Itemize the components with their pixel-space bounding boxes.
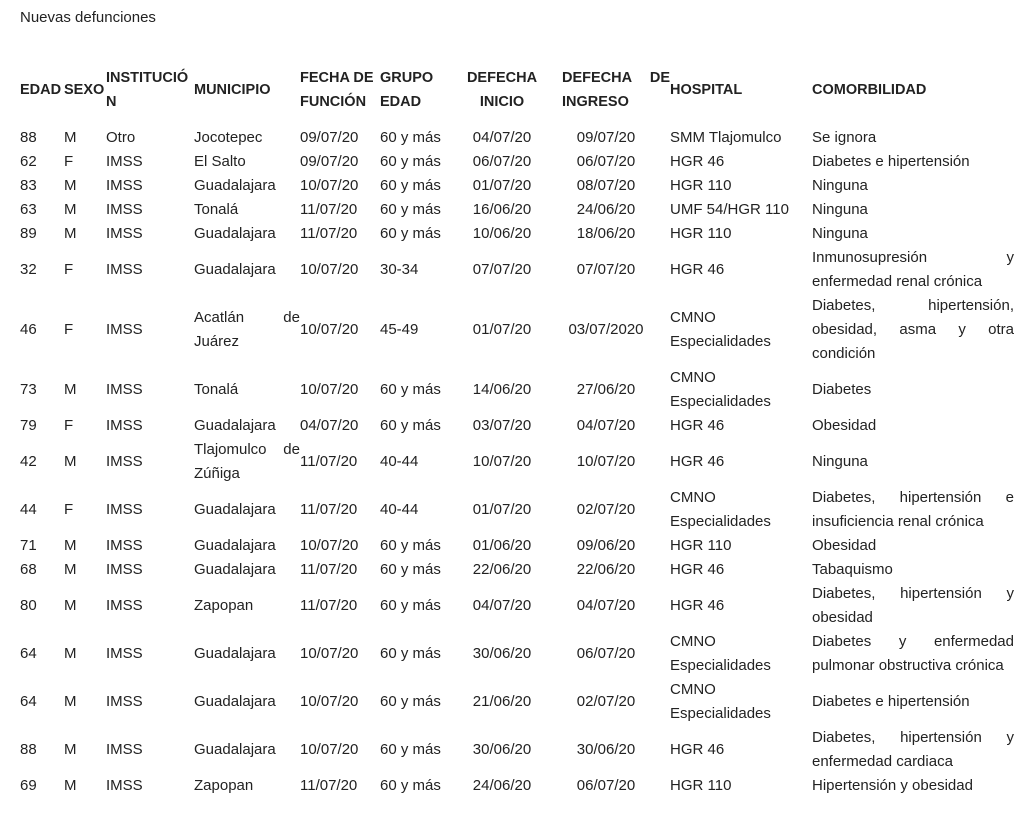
cell-fecha-ingreso: 02/07/20 bbox=[576, 501, 636, 518]
cell-comorbilidad: Diabetes, hipertensión y enfermedad cardiaca bbox=[812, 729, 1014, 770]
cell-fecha-ingreso: 08/07/20 bbox=[576, 177, 636, 194]
cell-fecha-ingreso: 09/07/20 bbox=[576, 129, 636, 146]
cell-municipio: Guadalajara bbox=[194, 261, 276, 278]
cell-fecha-defuncion: 11/07/20 bbox=[300, 225, 358, 242]
cell-grupo-edad: 30-34 bbox=[380, 261, 419, 278]
cell-sexo: F bbox=[64, 321, 74, 338]
cell-fecha-inicio: 22/06/20 bbox=[472, 561, 532, 578]
header-grupo-edad: GRUPO EDAD bbox=[380, 70, 434, 110]
cell-sexo: M bbox=[64, 381, 77, 398]
cell-edad: 64 bbox=[20, 645, 37, 662]
cell-hospital: HGR 110 bbox=[670, 777, 732, 794]
cell-grupo-edad: 60 y más bbox=[380, 177, 441, 194]
cell-fecha-ingreso: 18/06/20 bbox=[576, 225, 636, 242]
cell-institucion: IMSS bbox=[106, 225, 143, 242]
cell-fecha-inicio: 10/07/20 bbox=[472, 453, 532, 470]
cell-fecha-defuncion: 10/07/20 bbox=[300, 381, 359, 398]
cell-comorbilidad: Inmunosupresión y enfermedad renal crónica bbox=[812, 249, 1014, 290]
cell-comorbilidad: Diabetes e hipertensión bbox=[812, 153, 970, 170]
cell-grupo-edad: 60 y más bbox=[380, 693, 441, 710]
cell-fecha-ingreso: 22/06/20 bbox=[576, 561, 636, 578]
table-row bbox=[20, 558, 1014, 582]
cell-grupo-edad: 60 y más bbox=[380, 561, 441, 578]
cell-fecha-defuncion: 11/07/20 bbox=[300, 501, 358, 518]
cell-municipio: Jocotepec bbox=[194, 129, 263, 146]
cell-municipio: Guadalajara bbox=[194, 693, 276, 710]
cell-edad: 68 bbox=[20, 561, 37, 578]
header-edad: EDAD bbox=[20, 82, 62, 98]
cell-edad: 62 bbox=[20, 153, 37, 170]
cell-fecha-inicio: 30/06/20 bbox=[472, 741, 532, 758]
cell-hospital: SMM Tlajomulco bbox=[670, 129, 782, 146]
cell-grupo-edad: 40-44 bbox=[380, 501, 419, 518]
cell-municipio: Tonalá bbox=[194, 381, 239, 398]
table-row bbox=[20, 126, 1014, 150]
cell-grupo-edad: 60 y más bbox=[380, 153, 441, 170]
cell-municipio: El Salto bbox=[194, 153, 246, 170]
table-row bbox=[20, 582, 1014, 630]
cell-institucion: IMSS bbox=[106, 561, 143, 578]
cell-grupo-edad: 60 y más bbox=[380, 129, 441, 146]
cell-institucion: IMSS bbox=[106, 777, 143, 794]
cell-municipio: Guadalajara bbox=[194, 501, 276, 518]
table-row bbox=[20, 222, 1014, 246]
cell-hospital: HGR 46 bbox=[670, 417, 725, 434]
cell-fecha-inicio: 01/07/20 bbox=[472, 177, 532, 194]
cell-comorbilidad: Ninguna bbox=[812, 225, 868, 242]
cell-edad: 80 bbox=[20, 597, 37, 614]
cell-hospital: CMNO Especialidades bbox=[670, 633, 771, 674]
cell-edad: 83 bbox=[20, 177, 37, 194]
cell-comorbilidad: Ninguna bbox=[812, 177, 868, 194]
cell-grupo-edad: 60 y más bbox=[380, 537, 441, 554]
cell-hospital: CMNO Especialidades bbox=[670, 681, 771, 722]
cell-fecha-ingreso: 24/06/20 bbox=[576, 201, 636, 218]
cell-edad: 64 bbox=[20, 693, 37, 710]
cell-fecha-ingreso: 27/06/20 bbox=[576, 381, 636, 398]
cell-hospital: HGR 46 bbox=[670, 453, 725, 470]
cell-fecha-inicio: 03/07/20 bbox=[472, 417, 532, 434]
cell-edad: 79 bbox=[20, 417, 37, 434]
cell-edad: 44 bbox=[20, 501, 37, 518]
cell-hospital: HGR 110 bbox=[670, 177, 732, 194]
cell-fecha-inicio: 01/07/20 bbox=[472, 321, 532, 338]
cell-hospital: UMF 54/HGR 110 bbox=[670, 201, 789, 218]
cell-comorbilidad: Diabetes, hipertensión, obesidad, asma y otra condición bbox=[812, 297, 1014, 362]
cell-edad: 69 bbox=[20, 777, 37, 794]
cell-fecha-inicio: 10/06/20 bbox=[472, 225, 532, 242]
cell-fecha-defuncion: 09/07/20 bbox=[300, 153, 359, 170]
cell-comorbilidad: Diabetes bbox=[812, 381, 872, 398]
cell-municipio: Zapopan bbox=[194, 597, 254, 614]
cell-fecha-defuncion: 10/07/20 bbox=[300, 741, 359, 758]
cell-fecha-defuncion: 10/07/20 bbox=[300, 645, 359, 662]
cell-municipio: Tonalá bbox=[194, 201, 239, 218]
header-institucion: INSTITUCIÓN bbox=[106, 70, 189, 110]
cell-fecha-defuncion: 11/07/20 bbox=[300, 201, 358, 218]
header-municipio: MUNICIPIO bbox=[194, 82, 271, 98]
cell-sexo: M bbox=[64, 561, 77, 578]
cell-fecha-defuncion: 10/07/20 bbox=[300, 537, 359, 554]
cell-fecha-inicio: 24/06/20 bbox=[472, 777, 532, 794]
table-row bbox=[20, 774, 1014, 798]
deaths-table bbox=[20, 54, 1014, 798]
cell-institucion: IMSS bbox=[106, 645, 143, 662]
cell-comorbilidad: Diabetes, hipertensión y obesidad bbox=[812, 585, 1014, 626]
cell-hospital: HGR 110 bbox=[670, 537, 732, 554]
cell-fecha-ingreso: 10/07/20 bbox=[576, 453, 636, 470]
cell-sexo: M bbox=[64, 741, 77, 758]
cell-sexo: F bbox=[64, 153, 74, 170]
cell-edad: 42 bbox=[20, 453, 37, 470]
cell-hospital: CMNO Especialidades bbox=[670, 489, 771, 530]
cell-institucion: IMSS bbox=[106, 693, 143, 710]
page-title: Nuevas defunciones bbox=[20, 9, 156, 26]
header-hospital: HOSPITAL bbox=[670, 82, 743, 98]
table-row bbox=[20, 150, 1014, 174]
cell-hospital: HGR 46 bbox=[670, 597, 725, 614]
table-row bbox=[20, 246, 1014, 294]
cell-municipio: Tlajomulco de Zúñiga bbox=[194, 441, 300, 482]
cell-fecha-defuncion: 10/07/20 bbox=[300, 321, 359, 338]
cell-municipio: Guadalajara bbox=[194, 177, 276, 194]
cell-fecha-inicio: 30/06/20 bbox=[472, 645, 532, 662]
cell-fecha-inicio: 07/07/20 bbox=[472, 261, 532, 278]
cell-fecha-defuncion: 11/07/20 bbox=[300, 453, 358, 470]
cell-comorbilidad: Hipertensión y obesidad bbox=[812, 777, 973, 794]
cell-institucion: IMSS bbox=[106, 597, 143, 614]
table-row bbox=[20, 678, 1014, 726]
header-defecha-inicio: DEFECHA INICIO bbox=[466, 70, 538, 110]
cell-fecha-ingreso: 04/07/20 bbox=[576, 597, 636, 614]
cell-comorbilidad: Ninguna bbox=[812, 201, 868, 218]
cell-institucion: IMSS bbox=[106, 381, 143, 398]
table-row bbox=[20, 414, 1014, 438]
cell-edad: 32 bbox=[20, 261, 37, 278]
cell-municipio: Zapopan bbox=[194, 777, 254, 794]
cell-grupo-edad: 60 y más bbox=[380, 645, 441, 662]
table-row bbox=[20, 726, 1014, 774]
cell-grupo-edad: 40-44 bbox=[380, 453, 419, 470]
cell-sexo: M bbox=[64, 537, 77, 554]
cell-municipio: Guadalajara bbox=[194, 561, 276, 578]
cell-fecha-inicio: 21/06/20 bbox=[472, 693, 532, 710]
cell-fecha-inicio: 06/07/20 bbox=[472, 153, 532, 170]
cell-fecha-defuncion: 09/07/20 bbox=[300, 129, 359, 146]
cell-comorbilidad: Diabetes e hipertensión bbox=[812, 693, 970, 710]
cell-grupo-edad: 60 y más bbox=[380, 201, 441, 218]
cell-fecha-ingreso: 30/06/20 bbox=[576, 741, 636, 758]
cell-institucion: IMSS bbox=[106, 177, 143, 194]
cell-municipio: Guadalajara bbox=[194, 225, 276, 242]
cell-sexo: M bbox=[64, 777, 77, 794]
cell-comorbilidad: Se ignora bbox=[812, 129, 877, 146]
cell-fecha-ingreso: 04/07/20 bbox=[576, 417, 636, 434]
table-row bbox=[20, 294, 1014, 366]
cell-comorbilidad: Obesidad bbox=[812, 537, 877, 554]
cell-fecha-inicio: 01/07/20 bbox=[472, 501, 532, 518]
cell-sexo: F bbox=[64, 261, 74, 278]
header-fecha-defuncion: FECHA DEFUNCIÓN bbox=[300, 70, 374, 110]
cell-hospital: HGR 110 bbox=[670, 225, 732, 242]
cell-institucion: IMSS bbox=[106, 741, 143, 758]
cell-fecha-ingreso: 06/07/20 bbox=[576, 153, 636, 170]
cell-grupo-edad: 60 y más bbox=[380, 741, 441, 758]
cell-municipio: Guadalajara bbox=[194, 417, 276, 434]
cell-sexo: M bbox=[64, 177, 77, 194]
cell-fecha-defuncion: 11/07/20 bbox=[300, 561, 358, 578]
cell-hospital: HGR 46 bbox=[670, 153, 725, 170]
cell-edad: 71 bbox=[20, 537, 37, 554]
cell-sexo: M bbox=[64, 645, 77, 662]
cell-edad: 89 bbox=[20, 225, 37, 242]
cell-fecha-defuncion: 11/07/20 bbox=[300, 597, 358, 614]
cell-comorbilidad: Ninguna bbox=[812, 453, 868, 470]
cell-fecha-inicio: 04/07/20 bbox=[472, 597, 532, 614]
cell-fecha-ingreso: 09/06/20 bbox=[576, 537, 636, 554]
cell-sexo: M bbox=[64, 201, 77, 218]
cell-grupo-edad: 60 y más bbox=[380, 381, 441, 398]
cell-institucion: IMSS bbox=[106, 537, 143, 554]
cell-comorbilidad: Diabetes y enfermedad pulmonar obstructiva crónica bbox=[812, 633, 1014, 674]
cell-municipio: Guadalajara bbox=[194, 537, 276, 554]
cell-hospital: HGR 46 bbox=[670, 741, 725, 758]
cell-fecha-inicio: 04/07/20 bbox=[472, 129, 532, 146]
table-row bbox=[20, 534, 1014, 558]
cell-hospital: HGR 46 bbox=[670, 261, 725, 278]
cell-sexo: F bbox=[64, 501, 74, 518]
cell-fecha-ingreso: 02/07/20 bbox=[576, 693, 636, 710]
cell-fecha-defuncion: 10/07/20 bbox=[300, 261, 359, 278]
cell-municipio: Guadalajara bbox=[194, 741, 276, 758]
cell-institucion: IMSS bbox=[106, 453, 143, 470]
cell-grupo-edad: 60 y más bbox=[380, 225, 441, 242]
cell-edad: 63 bbox=[20, 201, 37, 218]
cell-sexo: M bbox=[64, 225, 77, 242]
cell-fecha-ingreso: 03/07/2020 bbox=[568, 321, 644, 338]
cell-institucion: IMSS bbox=[106, 201, 143, 218]
cell-grupo-edad: 60 y más bbox=[380, 597, 441, 614]
table-row bbox=[20, 630, 1014, 678]
cell-edad: 73 bbox=[20, 381, 37, 398]
cell-edad: 88 bbox=[20, 741, 37, 758]
cell-institucion: Otro bbox=[106, 129, 136, 146]
cell-edad: 46 bbox=[20, 321, 37, 338]
cell-edad: 88 bbox=[20, 129, 37, 146]
cell-fecha-defuncion: 10/07/20 bbox=[300, 693, 359, 710]
cell-fecha-ingreso: 06/07/20 bbox=[576, 645, 636, 662]
cell-hospital: CMNO Especialidades bbox=[670, 369, 771, 410]
cell-comorbilidad: Obesidad bbox=[812, 417, 877, 434]
cell-grupo-edad: 45-49 bbox=[380, 321, 419, 338]
cell-fecha-ingreso: 07/07/20 bbox=[576, 261, 636, 278]
cell-grupo-edad: 60 y más bbox=[380, 417, 441, 434]
cell-fecha-inicio: 16/06/20 bbox=[472, 201, 532, 218]
cell-sexo: F bbox=[64, 417, 74, 434]
cell-fecha-defuncion: 11/07/20 bbox=[300, 777, 358, 794]
cell-municipio: Guadalajara bbox=[194, 645, 276, 662]
table-row bbox=[20, 486, 1014, 534]
table-row bbox=[20, 174, 1014, 198]
header-defecha-ingreso: DEFECHA DE INGRESO bbox=[562, 70, 670, 110]
table-row bbox=[20, 366, 1014, 414]
cell-grupo-edad: 60 y más bbox=[380, 777, 441, 794]
cell-sexo: M bbox=[64, 597, 77, 614]
cell-institucion: IMSS bbox=[106, 321, 143, 338]
cell-fecha-defuncion: 10/07/20 bbox=[300, 177, 359, 194]
cell-sexo: M bbox=[64, 693, 77, 710]
table-header-row bbox=[20, 54, 1014, 126]
cell-institucion: IMSS bbox=[106, 417, 143, 434]
cell-fecha-defuncion: 04/07/20 bbox=[300, 417, 359, 434]
cell-hospital: HGR 46 bbox=[670, 561, 725, 578]
cell-fecha-ingreso: 06/07/20 bbox=[576, 777, 636, 794]
cell-institucion: IMSS bbox=[106, 501, 143, 518]
header-comorbilidad: COMORBILIDAD bbox=[812, 82, 927, 98]
cell-institucion: IMSS bbox=[106, 261, 143, 278]
cell-sexo: M bbox=[64, 129, 77, 146]
cell-municipio: Acatlán de Juárez bbox=[194, 309, 300, 350]
cell-fecha-inicio: 14/06/20 bbox=[472, 381, 532, 398]
cell-fecha-inicio: 01/06/20 bbox=[472, 537, 532, 554]
cell-hospital: CMNO Especialidades bbox=[670, 309, 771, 350]
table-row bbox=[20, 438, 1014, 486]
cell-sexo: M bbox=[64, 453, 77, 470]
table-row bbox=[20, 198, 1014, 222]
cell-comorbilidad: Diabetes, hipertensión e insuficiencia renal crónica bbox=[812, 489, 1014, 530]
header-sexo: SEXO bbox=[64, 82, 105, 98]
cell-institucion: IMSS bbox=[106, 153, 143, 170]
cell-comorbilidad: Tabaquismo bbox=[812, 561, 893, 578]
